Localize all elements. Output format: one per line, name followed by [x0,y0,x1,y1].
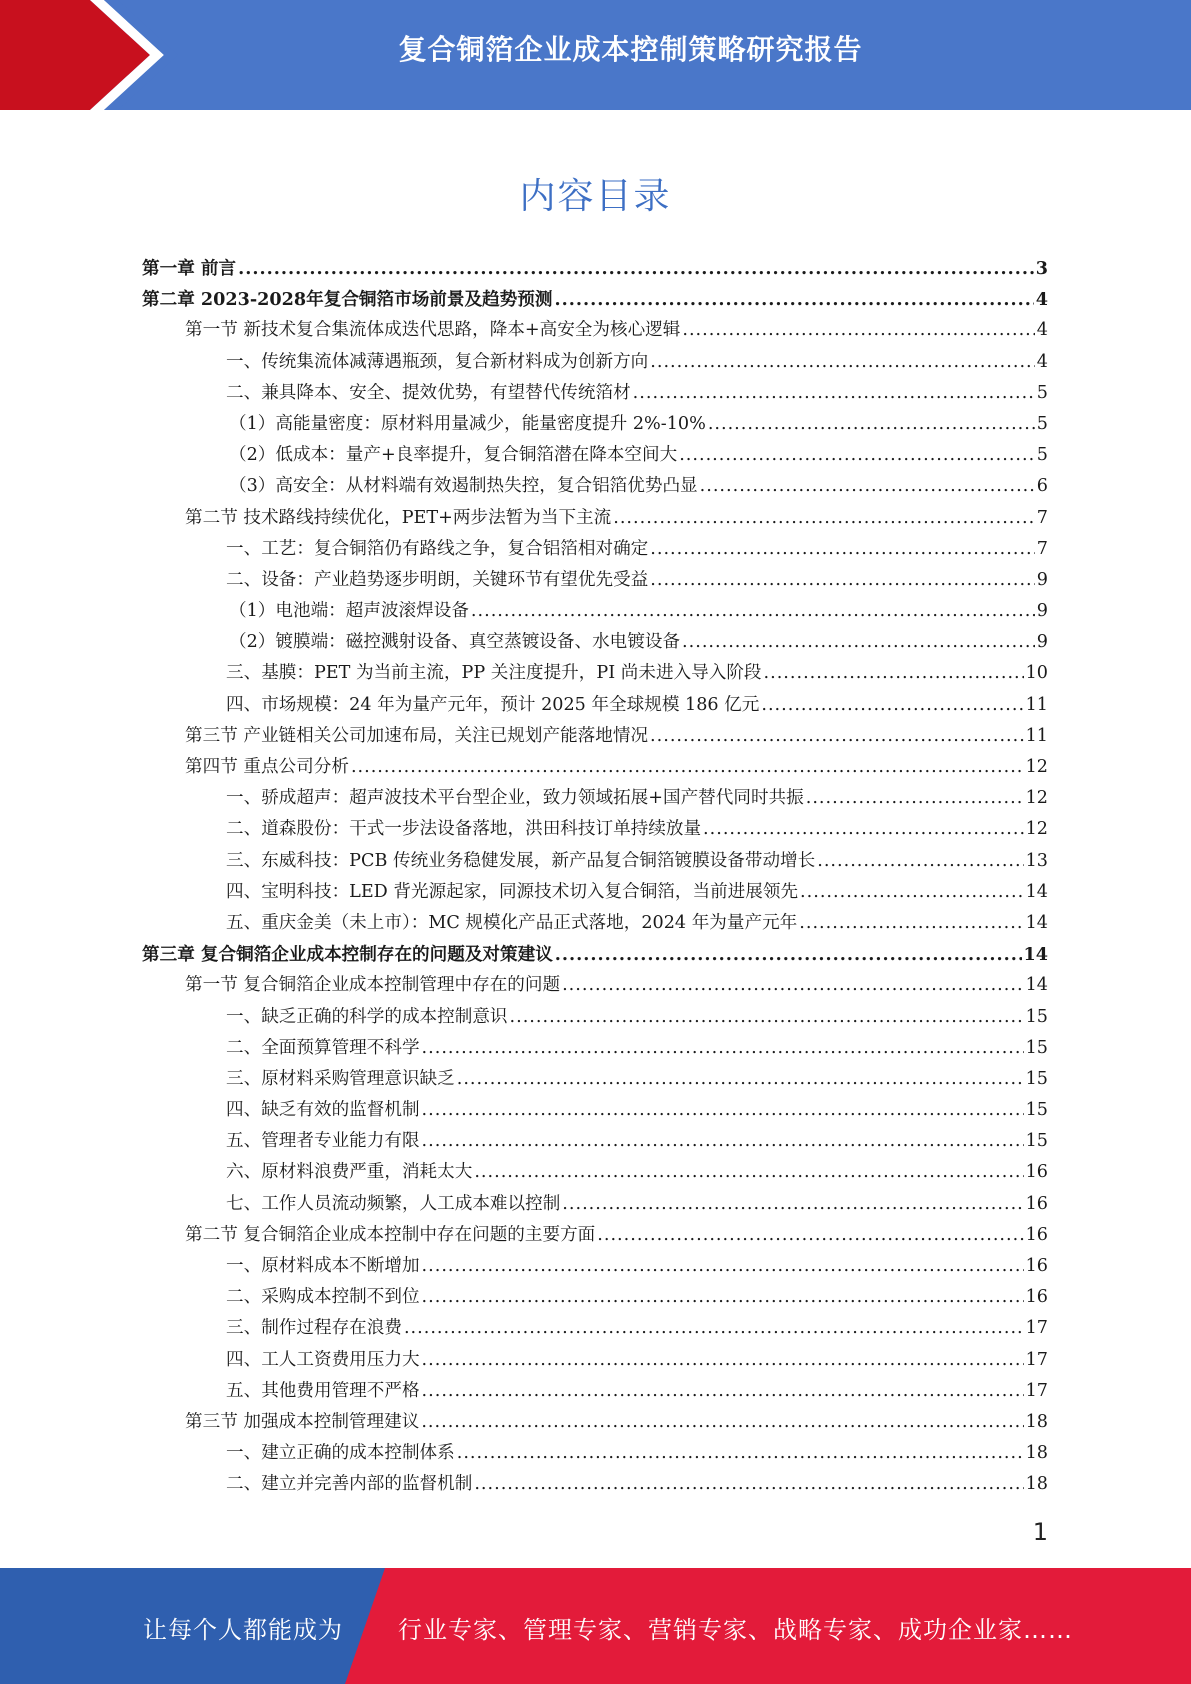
toc-entry-page: 15 [1025,1037,1048,1058]
toc-entry[interactable] [142,1469,1048,1500]
toc-entry-page: 18 [1025,1411,1048,1432]
toc-dot-leader [562,1189,1023,1220]
toc-entry[interactable] [142,284,1048,315]
toc-dot-leader [351,752,1024,783]
toc-entry[interactable] [142,409,1048,440]
toc-entry[interactable] [142,253,1048,284]
toc-entry-label: 第一章 前言 [142,258,237,279]
toc-dot-leader [633,378,1035,409]
toc-entry-label: 四、缺乏有效的监督机制 [226,1100,420,1121]
toc-entry[interactable] [142,658,1048,689]
toc-entry[interactable] [142,440,1048,471]
toc-entry[interactable] [142,534,1048,565]
toc-entry-label: 二、建立并完善内部的监督机制 [226,1474,473,1495]
toc-entry-page: 16 [1025,1162,1048,1183]
toc-entry-page: 17 [1025,1380,1048,1401]
toc-dot-leader [613,503,1035,534]
toc-entry-label: 四、工人工资费用压力大 [226,1349,420,1370]
toc-dot-leader [650,721,1024,752]
toc-entry-page: 18 [1025,1443,1048,1464]
toc-entry[interactable] [142,471,1048,502]
toc-entry[interactable] [142,783,1048,814]
toc-entry[interactable] [142,846,1048,877]
toc-entry[interactable] [142,1033,1048,1064]
toc-entry-label: 六、原材料浪费严重，消耗太大 [226,1162,473,1183]
toc-entry[interactable] [142,1251,1048,1282]
toc-entry[interactable] [142,1376,1048,1407]
toc-entry-page: 15 [1025,1006,1048,1027]
toc-entry-label: 七、工作人员流动频繁，人工成本难以控制 [226,1193,561,1214]
toc-entry-page: 15 [1025,1068,1048,1089]
toc-entry[interactable] [142,627,1048,658]
toc-entry-page: 6 [1036,476,1048,497]
header-band [0,0,1191,110]
toc-entry-page: 5 [1036,382,1048,403]
toc-entry-page: 11 [1025,694,1048,715]
toc-entry[interactable] [142,752,1048,783]
toc-entry-label: 一、工艺：复合铜箔仍有路线之争，复合铝箔相对确定 [226,538,649,559]
toc-entry-label: 三、原材料采购管理意识缺乏 [226,1068,455,1089]
toc-dot-leader [682,627,1035,658]
toc-dot-leader [708,409,1035,440]
toc-entry-page: 3 [1035,258,1048,279]
toc-dot-leader [510,1002,1024,1033]
toc-entry-label: （1）高能量密度：原材料用量减少，能量密度提升 2%-10% [229,413,706,434]
toc-entry-page: 18 [1025,1474,1048,1495]
toc-entry[interactable] [142,908,1048,939]
toc-entry[interactable] [142,1220,1048,1251]
toc-dot-leader [422,1282,1024,1313]
toc-entry[interactable] [142,1095,1048,1126]
toc-entry-label: 二、采购成本控制不到位 [226,1287,420,1308]
toc-entry-page: 12 [1025,788,1048,809]
toc-entry-label: 第一节 新技术复合集流体成迭代思路，降本+高安全为核心逻辑 [185,320,681,341]
toc-entry[interactable] [142,1064,1048,1095]
toc-entry[interactable] [142,877,1048,908]
toc-entry-label: （2）镀膜端：磁控溅射设备、真空蒸镀设备、水电镀设备 [229,632,681,653]
toc-entry-page: 5 [1036,413,1048,434]
toc-dot-leader [554,284,1033,315]
toc-dot-leader [474,1157,1023,1188]
toc-entry-page: 4 [1036,351,1048,372]
toc-entry[interactable] [142,565,1048,596]
toc-entry-label: 第二节 复合铜箔企业成本控制中存在问题的主要方面 [185,1224,596,1245]
toc-entry-page: 9 [1036,632,1048,653]
toc-entry-label: 四、市场规模：24 年为量产元年，预计 2025 年全球规模 186 亿元 [226,694,760,715]
toc-dot-leader [764,658,1024,689]
toc-dot-leader [404,1313,1024,1344]
toc-entry-page: 7 [1036,507,1048,528]
toc-dot-leader [457,1438,1024,1469]
toc-dot-leader [650,565,1035,596]
toc-entry[interactable] [142,1157,1048,1188]
toc-entry[interactable] [142,1282,1048,1313]
toc-entry-label: 一、骄成超声：超声波技术平台型企业，致力领域拓展+国产替代同时共振 [226,788,804,809]
toc-entry-label: 一、传统集流体减薄遇瓶颈，复合新材料成为创新方向 [226,351,649,372]
toc-entry-page: 17 [1025,1349,1048,1370]
toc-entry-page: 12 [1025,819,1048,840]
toc-entry-label: 第三节 加强成本控制管理建议 [185,1411,420,1432]
toc-entry-page: 7 [1036,538,1048,559]
toc-entry[interactable] [142,939,1048,970]
table-of-contents [142,253,1048,1501]
toc-entry[interactable] [142,1126,1048,1157]
toc-dot-leader [703,814,1024,845]
footer-slogan-left: 让每个人都能成为 [143,1616,343,1644]
toc-dot-leader [800,877,1024,908]
toc-entry-page: 15 [1025,1100,1048,1121]
toc-entry-label: 三、东威科技：PCB 传统业务稳健发展，新产品复合铜箔镀膜设备带动增长 [226,850,816,871]
toc-dot-leader [422,1126,1024,1157]
toc-entry-label: 五、其他费用管理不严格 [226,1380,420,1401]
toc-entry-label: 二、兼具降本、安全、提效优势，有望替代传统箔材 [226,382,631,403]
toc-entry-page: 11 [1025,725,1048,746]
toc-entry[interactable] [142,347,1048,378]
toc-entry[interactable] [142,690,1048,721]
toc-entry-label: （3）高安全：从材料端有效遏制热失控，复合铝箔优势凸显 [229,476,698,497]
toc-entry-page: 16 [1025,1224,1048,1245]
toc-entry-page: 14 [1025,881,1048,902]
toc-entry-page: 16 [1025,1256,1048,1276]
toc-dot-leader [238,253,1034,284]
toc-entry[interactable] [142,1407,1048,1438]
toc-entry[interactable] [142,970,1048,1001]
toc-dot-leader [422,1033,1024,1064]
toc-entry-label: 一、原材料成本不断增加 [226,1256,420,1276]
toc-entry[interactable] [142,1189,1048,1220]
toc-entry-page: 12 [1025,757,1048,777]
toc-dot-leader [806,783,1024,814]
toc-entry[interactable] [142,378,1048,409]
toc-entry-page: 9 [1036,601,1048,622]
report-title: 复合铜箔企业成本控制策略研究报告 [398,33,863,66]
toc-dot-leader [682,315,1034,346]
toc-entry-label: 一、建立正确的成本控制体系 [226,1443,455,1464]
toc-entry-label: 四、宝明科技：LED 背光源起家，同源技术切入复合铜箔，当前进展领先 [226,881,799,902]
toc-entry-page: 14 [1023,944,1048,966]
toc-entry-page: 4 [1035,289,1048,311]
toc-dot-leader [422,1251,1024,1282]
toc-dot-leader [650,347,1035,378]
toc-entry-label: 三、制作过程存在浪费 [226,1318,402,1339]
toc-dot-leader [679,440,1035,471]
toc-entry[interactable] [142,1438,1048,1469]
page-number: 1 [1032,1518,1048,1546]
toc-dot-leader [817,846,1023,877]
toc-dot-leader [799,908,1023,939]
toc-entry-page: 13 [1025,850,1048,871]
toc-dot-leader [597,1220,1023,1251]
toc-entry-label: 一、缺乏正确的科学的成本控制意识 [226,1006,508,1027]
toc-entry[interactable] [142,1002,1048,1033]
toc-entry[interactable] [142,1345,1048,1376]
footer-band [0,1568,1191,1684]
toc-entry-label: 二、设备：产业趋势逐步明朗，关键环节有望优先受益 [226,569,649,590]
toc-entry[interactable] [142,315,1048,346]
toc-dot-leader [421,1407,1023,1438]
toc-entry-page: 10 [1025,663,1048,684]
toc-entry-label: 第四节 重点公司分析 [185,757,349,777]
toc-entry-label: 三、基膜：PET 为当前主流，PP 关注度提升，PI 尚未进入导入阶段 [226,663,762,684]
toc-entry-label: 二、道森股份：干式一步法设备落地，洪田科技订单持续放量 [226,819,702,840]
toc-entry[interactable] [142,503,1048,534]
toc-entry-page: 15 [1025,1131,1048,1152]
toc-dot-leader [562,970,1024,1001]
toc-entry[interactable] [142,1313,1048,1344]
toc-dot-leader [422,1095,1024,1126]
toc-entry-label: 第三节 产业链相关公司加速布局，关注已规划产能落地情况 [185,725,649,746]
toc-heading: 内容目录 [519,176,672,217]
toc-entry-page: 16 [1025,1287,1048,1308]
toc-entry-page: 9 [1036,569,1048,590]
toc-dot-leader [700,471,1035,502]
toc-entry[interactable] [142,814,1048,845]
toc-entry-page: 14 [1025,975,1048,996]
toc-dot-leader [650,534,1035,565]
toc-dot-leader [474,1469,1023,1500]
toc-entry-label: 五、管理者专业能力有限 [226,1131,420,1152]
toc-entry-label: 五、重庆金美（未上市）：MC 规模化产品正式落地，2024 年为量产元年 [226,912,798,933]
toc-entry-page: 14 [1025,912,1048,933]
toc-entry-label: 第三章 复合铜箔企业成本控制存在的问题及对策建议 [142,944,553,966]
toc-dot-leader [761,690,1023,721]
toc-dot-leader [471,596,1035,627]
toc-entry-page: 17 [1025,1318,1048,1339]
toc-entry-label: （2）低成本：量产+良率提升，复合铜箔潜在降本空间大 [229,445,678,466]
toc-entry-label: 第二节 技术路线持续优化，PET+两步法暂为当下主流 [185,507,612,528]
toc-entry[interactable] [142,596,1048,627]
toc-dot-leader [555,939,1022,970]
toc-entry-label: 二、全面预算管理不科学 [226,1037,420,1058]
toc-dot-leader [422,1345,1024,1376]
toc-entry-page: 5 [1036,445,1048,466]
toc-entry-page: 4 [1036,320,1048,341]
footer-slogan-right: 行业专家、管理专家、营销专家、战略专家、成功企业家…… [398,1616,1073,1644]
toc-entry-label: （1）电池端：超声波滚焊设备 [229,601,469,622]
toc-dot-leader [422,1376,1024,1407]
toc-entry-label: 第二章 2023-2028年复合铜箔市场前景及趋势预测 [142,289,553,311]
toc-entry[interactable] [142,721,1048,752]
toc-dot-leader [457,1064,1024,1095]
toc-entry-label: 第一节 复合铜箔企业成本控制管理中存在的问题 [185,975,561,996]
toc-entry-page: 16 [1025,1193,1048,1214]
